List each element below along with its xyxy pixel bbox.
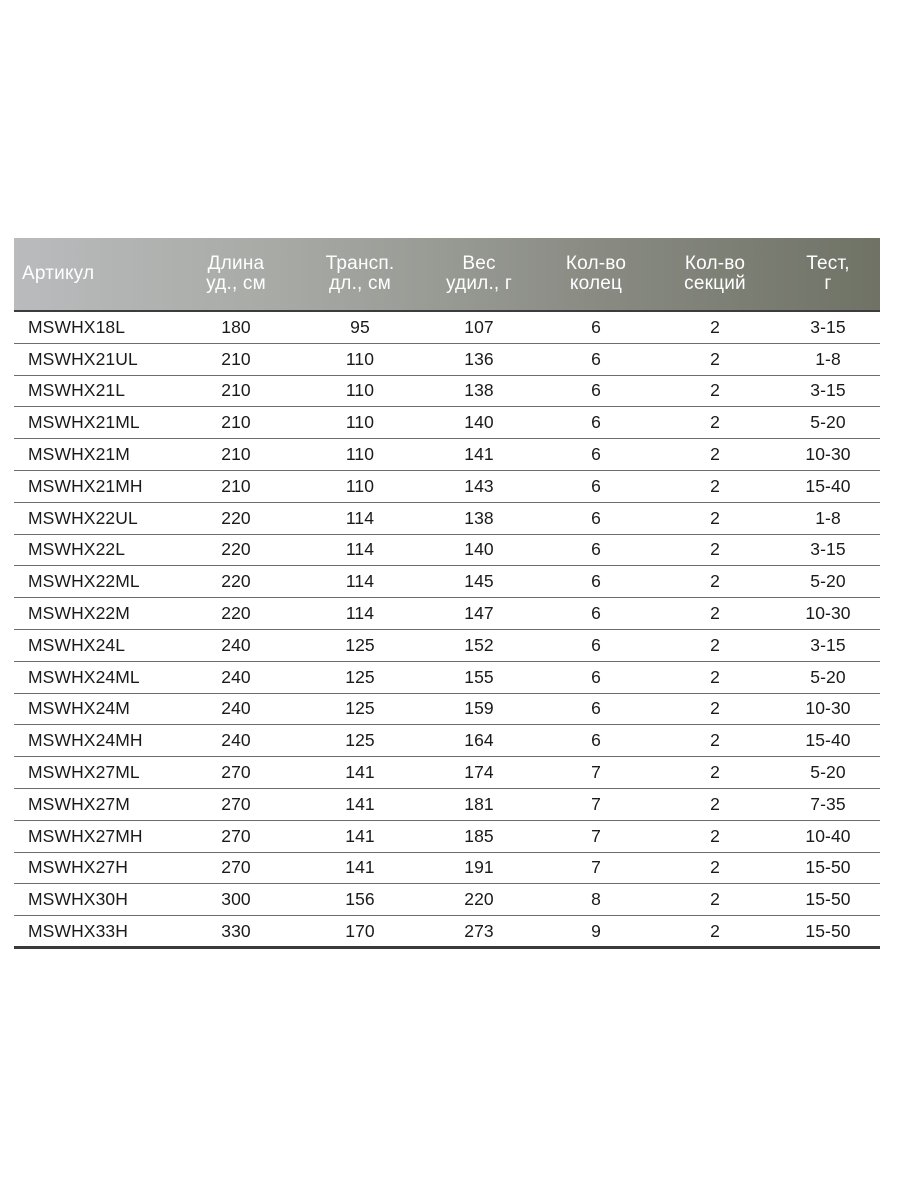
cell-casting-weight: 7-35 bbox=[810, 793, 846, 814]
spec-table bbox=[14, 238, 880, 949]
cell-guide-count: 7 bbox=[591, 825, 601, 846]
cell-rod-length: 270 bbox=[221, 857, 251, 878]
cell-transport-length: 110 bbox=[345, 412, 375, 433]
cell-rod-length: 210 bbox=[221, 444, 251, 465]
cell-article: MSWHX27H bbox=[28, 857, 128, 878]
cell-rod-length: 240 bbox=[221, 698, 251, 719]
cell-rod-weight: 155 bbox=[464, 666, 494, 687]
cell-transport-length: 141 bbox=[345, 857, 375, 878]
cell-guide-count: 6 bbox=[591, 539, 601, 560]
column-header-guide-count bbox=[538, 254, 654, 294]
cell-rod-weight: 147 bbox=[464, 603, 494, 624]
table-row bbox=[14, 662, 880, 694]
cell-guide-count: 6 bbox=[591, 412, 601, 433]
column-header-line: дл., см bbox=[329, 273, 391, 294]
cell-rod-weight: 185 bbox=[464, 825, 494, 846]
table-row bbox=[14, 503, 880, 535]
column-header-line: Кол-во bbox=[684, 253, 746, 274]
column-header-transport-length bbox=[300, 254, 420, 294]
cell-article: MSWHX27ML bbox=[28, 762, 140, 783]
cell-article: MSWHX24M bbox=[28, 698, 130, 719]
table-row bbox=[14, 376, 880, 408]
cell-rod-length: 220 bbox=[221, 507, 251, 528]
cell-casting-weight: 5-20 bbox=[810, 571, 846, 592]
cell-section-count: 2 bbox=[710, 666, 720, 687]
cell-section-count: 2 bbox=[710, 793, 720, 814]
table-body bbox=[14, 312, 880, 949]
column-header-rod-weight bbox=[420, 254, 538, 294]
cell-guide-count: 6 bbox=[591, 475, 601, 496]
column-header-section-count bbox=[654, 254, 776, 294]
cell-article: MSWHX21UL bbox=[28, 348, 138, 369]
cell-rod-length: 210 bbox=[221, 380, 251, 401]
table-row bbox=[14, 471, 880, 503]
cell-casting-weight: 3-15 bbox=[810, 316, 846, 337]
cell-rod-weight: 159 bbox=[464, 698, 494, 719]
cell-section-count: 2 bbox=[710, 857, 720, 878]
table-row bbox=[14, 884, 880, 916]
cell-rod-length: 210 bbox=[221, 348, 251, 369]
cell-rod-length: 180 bbox=[221, 316, 251, 337]
cell-guide-count: 6 bbox=[591, 348, 601, 369]
column-header-line: секций bbox=[684, 273, 746, 294]
cell-rod-length: 220 bbox=[221, 603, 251, 624]
cell-article: MSWHX27M bbox=[28, 793, 130, 814]
cell-section-count: 2 bbox=[710, 316, 720, 337]
cell-rod-weight: 136 bbox=[464, 348, 494, 369]
cell-casting-weight: 10-30 bbox=[805, 444, 851, 465]
cell-section-count: 2 bbox=[710, 825, 720, 846]
cell-section-count: 2 bbox=[710, 348, 720, 369]
cell-section-count: 2 bbox=[710, 634, 720, 655]
table-row bbox=[14, 535, 880, 567]
cell-rod-length: 210 bbox=[221, 412, 251, 433]
cell-rod-weight: 141 bbox=[464, 444, 494, 465]
cell-transport-length: 110 bbox=[345, 444, 375, 465]
cell-casting-weight: 15-50 bbox=[805, 920, 851, 941]
cell-section-count: 2 bbox=[710, 475, 720, 496]
cell-section-count: 2 bbox=[710, 603, 720, 624]
cell-rod-weight: 220 bbox=[464, 889, 494, 910]
cell-article: MSWHX33H bbox=[28, 920, 128, 941]
cell-casting-weight: 15-50 bbox=[805, 857, 851, 878]
cell-transport-length: 125 bbox=[345, 666, 375, 687]
cell-guide-count: 6 bbox=[591, 634, 601, 655]
cell-article: MSWHX24L bbox=[28, 634, 126, 655]
cell-article: MSWHX30H bbox=[28, 889, 128, 910]
table-row bbox=[14, 821, 880, 853]
cell-guide-count: 6 bbox=[591, 444, 601, 465]
cell-transport-length: 95 bbox=[350, 316, 370, 337]
table-row bbox=[14, 630, 880, 662]
cell-guide-count: 6 bbox=[591, 730, 601, 751]
cell-guide-count: 8 bbox=[591, 889, 601, 910]
cell-rod-weight: 164 bbox=[464, 730, 494, 751]
cell-rod-length: 240 bbox=[221, 666, 251, 687]
cell-guide-count: 7 bbox=[591, 793, 601, 814]
column-header-line: Кол-во bbox=[565, 253, 627, 274]
cell-article: MSWHX22M bbox=[28, 603, 130, 624]
cell-rod-length: 210 bbox=[221, 475, 251, 496]
table-row bbox=[14, 344, 880, 376]
table-row bbox=[14, 312, 880, 344]
cell-section-count: 2 bbox=[710, 571, 720, 592]
cell-rod-length: 220 bbox=[221, 571, 251, 592]
cell-transport-length: 170 bbox=[345, 920, 375, 941]
cell-casting-weight: 10-40 bbox=[805, 825, 851, 846]
cell-transport-length: 125 bbox=[345, 730, 375, 751]
cell-transport-length: 114 bbox=[345, 507, 375, 528]
cell-article: MSWHX24MH bbox=[28, 730, 143, 751]
column-header-line: колец bbox=[569, 273, 623, 294]
table-row bbox=[14, 439, 880, 471]
cell-article: MSWHX27MH bbox=[28, 825, 143, 846]
cell-casting-weight: 15-40 bbox=[805, 730, 851, 751]
table-row bbox=[14, 725, 880, 757]
cell-article: MSWHX21M bbox=[28, 444, 130, 465]
cell-guide-count: 6 bbox=[591, 571, 601, 592]
column-header-line: Длина bbox=[207, 253, 265, 274]
cell-rod-length: 300 bbox=[221, 889, 251, 910]
table-row bbox=[14, 853, 880, 885]
cell-casting-weight: 1-8 bbox=[815, 348, 841, 369]
cell-transport-length: 125 bbox=[345, 634, 375, 655]
column-header-line: Артикул bbox=[22, 263, 95, 284]
cell-guide-count: 6 bbox=[591, 316, 601, 337]
cell-transport-length: 114 bbox=[345, 603, 375, 624]
cell-guide-count: 6 bbox=[591, 603, 601, 624]
cell-section-count: 2 bbox=[710, 730, 720, 751]
cell-casting-weight: 3-15 bbox=[810, 380, 846, 401]
cell-transport-length: 141 bbox=[345, 825, 375, 846]
cell-rod-length: 330 bbox=[221, 920, 251, 941]
table-row bbox=[14, 407, 880, 439]
cell-rod-weight: 140 bbox=[464, 539, 494, 560]
column-header-line: г bbox=[824, 273, 832, 294]
column-header-rod-length bbox=[172, 254, 300, 294]
cell-casting-weight: 5-20 bbox=[810, 762, 846, 783]
cell-section-count: 2 bbox=[710, 762, 720, 783]
cell-article: MSWHX18L bbox=[28, 316, 126, 337]
cell-article: MSWHX22ML bbox=[28, 571, 140, 592]
table-row bbox=[14, 916, 880, 949]
cell-section-count: 2 bbox=[710, 444, 720, 465]
table-header bbox=[14, 238, 880, 312]
cell-rod-weight: 145 bbox=[464, 571, 494, 592]
cell-rod-length: 270 bbox=[221, 793, 251, 814]
column-header-line: удил., г bbox=[445, 273, 513, 294]
cell-transport-length: 141 bbox=[345, 793, 375, 814]
cell-casting-weight: 3-15 bbox=[810, 634, 846, 655]
cell-casting-weight: 15-50 bbox=[805, 889, 851, 910]
cell-rod-weight: 191 bbox=[464, 857, 494, 878]
cell-transport-length: 114 bbox=[345, 571, 375, 592]
column-header-casting-weight bbox=[776, 254, 880, 294]
cell-article: MSWHX22L bbox=[28, 539, 126, 560]
cell-article: MSWHX21MH bbox=[28, 475, 143, 496]
cell-guide-count: 6 bbox=[591, 666, 601, 687]
column-header-article bbox=[14, 264, 172, 284]
column-header-line: Вес bbox=[462, 253, 496, 274]
column-header-line: уд., см bbox=[206, 273, 266, 294]
table-row bbox=[14, 694, 880, 726]
cell-transport-length: 114 bbox=[345, 539, 375, 560]
cell-guide-count: 7 bbox=[591, 762, 601, 783]
cell-article: MSWHX22UL bbox=[28, 507, 138, 528]
cell-rod-length: 240 bbox=[221, 634, 251, 655]
cell-section-count: 2 bbox=[710, 380, 720, 401]
cell-article: MSWHX24ML bbox=[28, 666, 140, 687]
table-row bbox=[14, 566, 880, 598]
cell-rod-length: 240 bbox=[221, 730, 251, 751]
cell-casting-weight: 5-20 bbox=[810, 412, 846, 433]
table-row bbox=[14, 789, 880, 821]
cell-casting-weight: 15-40 bbox=[805, 475, 851, 496]
cell-section-count: 2 bbox=[710, 889, 720, 910]
table-row bbox=[14, 757, 880, 789]
cell-rod-weight: 174 bbox=[464, 762, 494, 783]
cell-rod-length: 270 bbox=[221, 825, 251, 846]
cell-section-count: 2 bbox=[710, 698, 720, 719]
cell-rod-length: 220 bbox=[221, 539, 251, 560]
cell-guide-count: 6 bbox=[591, 507, 601, 528]
cell-transport-length: 110 bbox=[345, 475, 375, 496]
cell-guide-count: 9 bbox=[591, 920, 601, 941]
cell-section-count: 2 bbox=[710, 507, 720, 528]
cell-transport-length: 141 bbox=[345, 762, 375, 783]
cell-rod-weight: 138 bbox=[464, 507, 494, 528]
cell-guide-count: 6 bbox=[591, 380, 601, 401]
column-header-line: Трансп. bbox=[325, 253, 395, 274]
cell-transport-length: 110 bbox=[345, 380, 375, 401]
cell-transport-length: 156 bbox=[345, 889, 375, 910]
cell-transport-length: 110 bbox=[345, 348, 375, 369]
cell-rod-weight: 107 bbox=[464, 316, 494, 337]
table-row bbox=[14, 598, 880, 630]
cell-rod-weight: 152 bbox=[464, 634, 494, 655]
cell-rod-weight: 140 bbox=[464, 412, 494, 433]
cell-rod-weight: 143 bbox=[464, 475, 494, 496]
cell-casting-weight: 5-20 bbox=[810, 666, 846, 687]
cell-casting-weight: 1-8 bbox=[815, 507, 841, 528]
cell-guide-count: 7 bbox=[591, 857, 601, 878]
cell-rod-weight: 138 bbox=[464, 380, 494, 401]
cell-section-count: 2 bbox=[710, 412, 720, 433]
cell-section-count: 2 bbox=[710, 920, 720, 941]
column-header-line: Тест, bbox=[806, 253, 850, 274]
cell-casting-weight: 3-15 bbox=[810, 539, 846, 560]
cell-casting-weight: 10-30 bbox=[805, 603, 851, 624]
cell-rod-weight: 181 bbox=[464, 793, 494, 814]
cell-article: MSWHX21ML bbox=[28, 412, 140, 433]
cell-guide-count: 6 bbox=[591, 698, 601, 719]
cell-casting-weight: 10-30 bbox=[805, 698, 851, 719]
cell-article: MSWHX21L bbox=[28, 380, 126, 401]
cell-rod-weight: 273 bbox=[464, 920, 494, 941]
cell-rod-length: 270 bbox=[221, 762, 251, 783]
cell-transport-length: 125 bbox=[345, 698, 375, 719]
cell-section-count: 2 bbox=[710, 539, 720, 560]
